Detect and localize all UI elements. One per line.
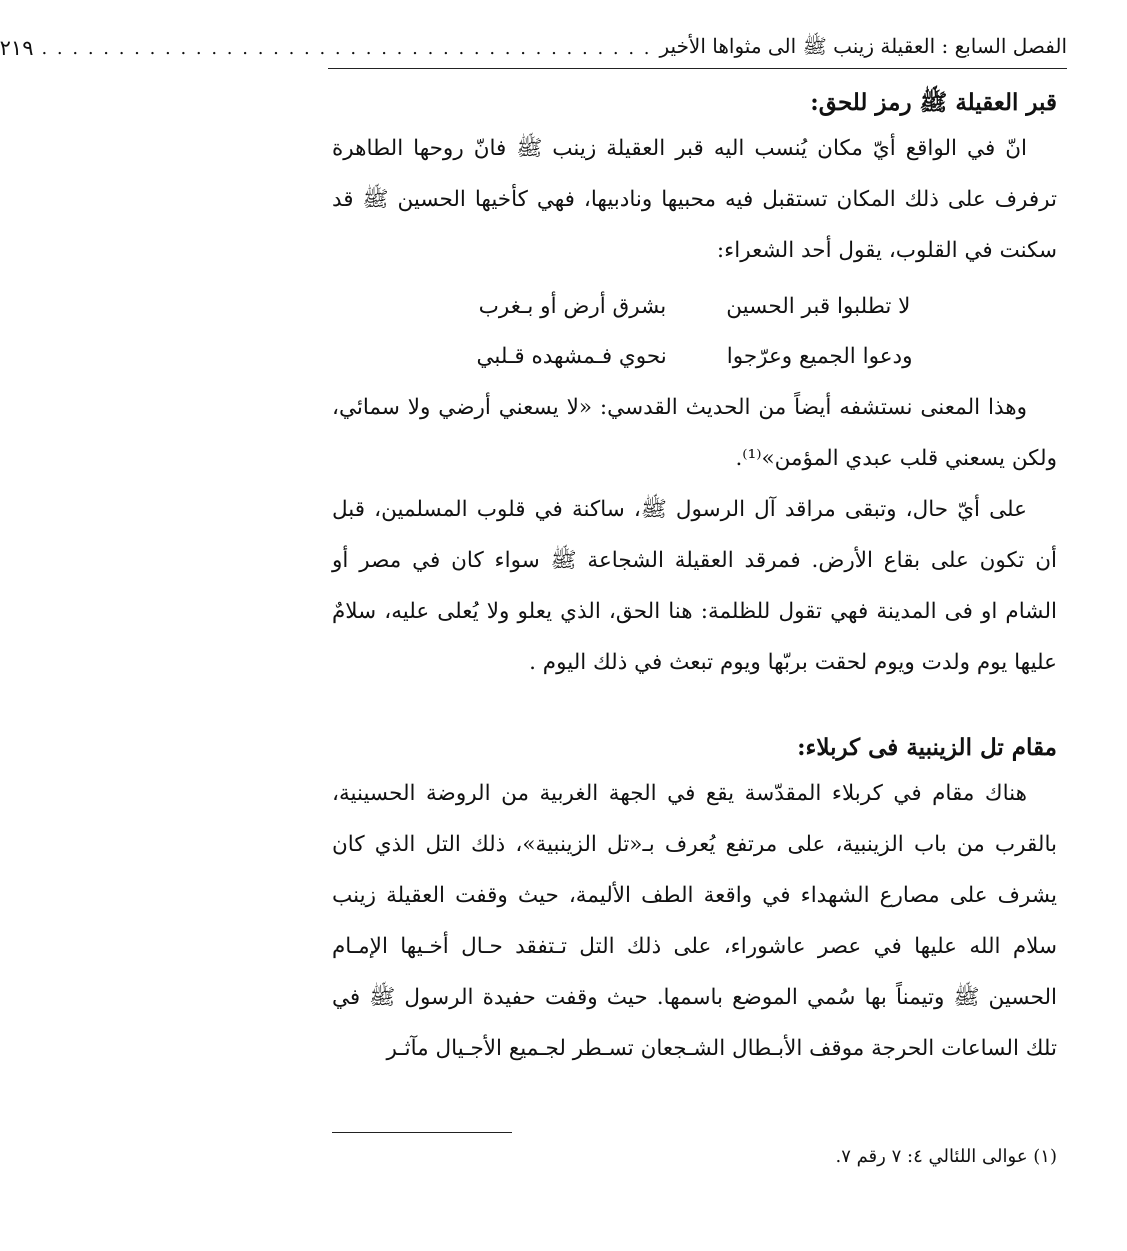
- paragraph: هناك مقام في كربلاء المقدّسة يقع في الجهة الغربية من الروضة الحسينية، بالقرب من باب الزينبية، على مرتفع يُعرف بـ«تل الزينبية»، ذلك التل الذي كان يشرف على مصارع الشهداء في واقعة الطف الأليمة، حيث وقفت العقيلة زينب سلام الله عليها في عصر عاشوراء، على ذلك التل تـتفقد حـال أخـيها الإمـام الحسين ﷺ وتيمناً بها سُمي الموضع باسمها. حيث وقفت حفيدة الرسول ﷺ في تلك الساعات الحرجة موقف الأبـطال الشـجعان تسـطر لجـميع الأجـيال مآثـر: [332, 781, 1057, 1061]
- poem-verse: [332, 282, 1057, 332]
- poem-hemistich-first: ودعوا الجميع وعرّجوا: [726, 344, 913, 369]
- book-page: [0, 28, 1067, 1221]
- section-heading-tal-zainabiya: مقام تل الزينبية فى كربلاء:: [797, 734, 1057, 761]
- leader-dots: . . . . . . . . . . . . . . . . . . . . . . . . . . . . . . . . . . . . . . . .: [41, 37, 652, 59]
- poem-hemistich-first: لا تطلبوا قبر الحسين: [726, 294, 911, 319]
- page-number: ٢١٩: [0, 36, 34, 60]
- paragraph: على أيّ حال، وتبقى مراقد آل الرسول ﷺ، ساكنة في قلوب المسلمين، قبل أن تكون على بقاع الأرض. فمرقد العقيلة الشجاعة ﷺ سواء كان في مصر أو الشام او فى المدينة فهي تقول للظلمة: هنا الحق، الذي يعلو ولا يُعلى عليه، سلامٌ عليها يوم ولدت ويوم لحقت بربّها ويوم تبعث في ذلك اليوم .: [332, 497, 1057, 675]
- footnote-divider: [332, 1132, 512, 1133]
- chapter-title: الفصل السابع : العقيلة زينب ﷺ الى مثواها الأخير: [659, 33, 1067, 58]
- paragraph: وهذا المعنى نستشفه أيضاً من الحديث القدسي: «لا يسعني أرضي ولا سمائي، ولكن يسعني قلب عبدي المؤمن»⁽¹⁾.: [332, 395, 1057, 471]
- section-heading-tomb: قبر العقيلة ﷺ رمز للحق:: [810, 89, 1057, 116]
- paragraph: انّ في الواقع أيّ مكان يُنسب اليه قبر العقيلة زينب ﷺ فانّ روحها الطاهرة ترفرف على ذلك المكان تستقبل فيه محبيها ونادبيها، فهي كأخيها الحسين ﷺ قد سكنت في القلوب، يقول أحد الشعراء:: [332, 136, 1057, 263]
- poem-verse: [332, 332, 1057, 382]
- poem-hemistich-second: نحوي فـمشهده قـلبي: [476, 344, 667, 369]
- poem: [332, 282, 1057, 382]
- running-header: [0, 28, 1067, 69]
- poem-hemistich-second: بشرق أرض أو بـغرب: [478, 294, 667, 319]
- footnote: (١) عوالى اللئالي ٤: ٧ رقم ٧.: [835, 1146, 1057, 1167]
